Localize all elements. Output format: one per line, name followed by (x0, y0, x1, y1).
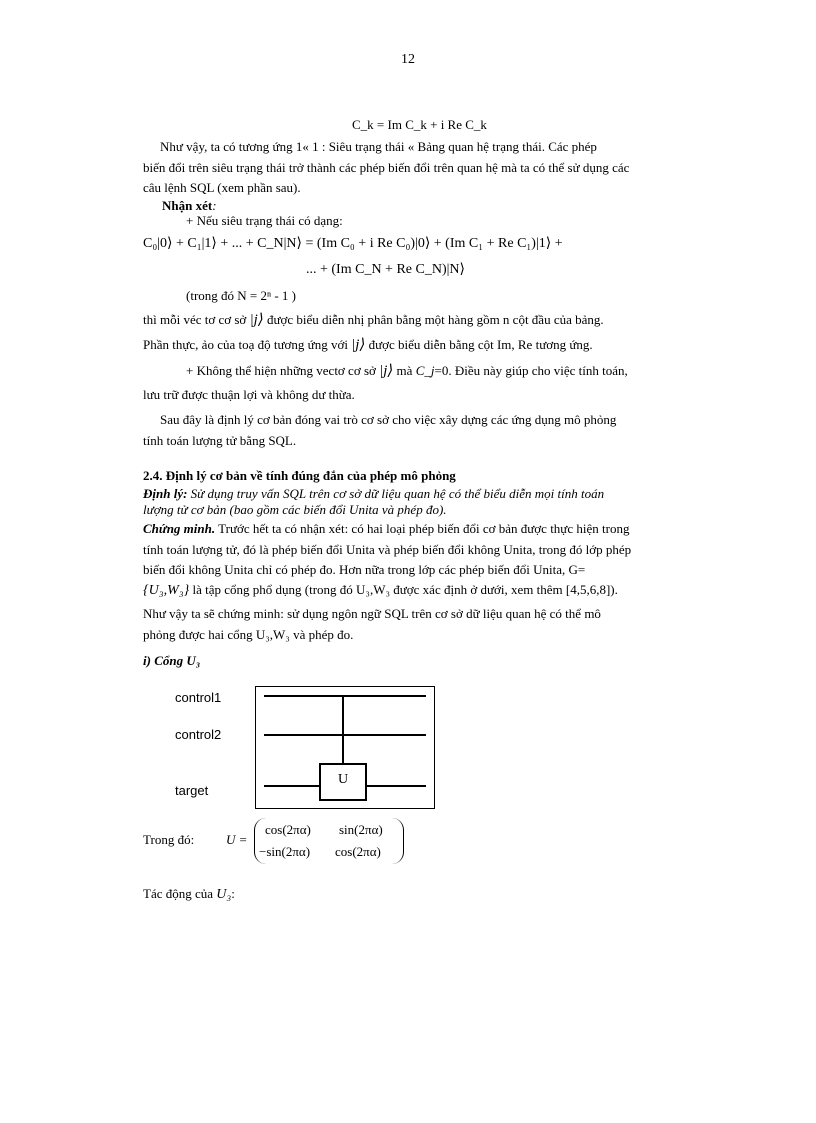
matrix-cell-21: −sin(2πα) (259, 844, 311, 859)
section-heading: 2.4. Định lý cơ bản về tính đúng đắn của phép mô phỏng (143, 468, 456, 483)
ket-j-2: |j⟩ (351, 337, 366, 353)
remark-line-thi-a: thì mỗi véc tơ cơ sở (143, 312, 247, 327)
superposition-eq-line1: C₀|0⟩ + C₁|1⟩ + ... + C_N|N⟩ = (Im C₀ + i Re C₀)|0⟩ + (Im C₁ + Re C₁)|1⟩ + (143, 236, 563, 251)
remark-bullet2-b: mà (396, 363, 413, 378)
theorem-label: Định lý: (143, 486, 188, 501)
remark-bullet2 (186, 363, 628, 380)
circuit-label-control2: control2 (175, 727, 222, 742)
wire-control2 (264, 734, 426, 736)
subsection-heading (143, 654, 200, 669)
proof-line3: biến đổi không Unita chỉ có phép đo. Hơn nữa trong lớp các phép biến đổi Unita, G= (143, 562, 586, 577)
proof-line2: tính toán lượng tử, đó là phép biến đổi Unita và phép biến đổi không Unita, trong đó lớp phép (143, 542, 632, 557)
proof-text-4: là tập cổng phổ dụng (trong đó U₃,W₃ được xác định ở dưới, xem thêm [4,5,6,8]). (192, 582, 618, 597)
remark-line-phan-a: Phần thực, ảo của toạ độ tương ứng với (143, 337, 348, 352)
remark-line-thi-b: được biểu diễn nhị phân bằng một hàng gồm n cột đầu của bảng. (266, 312, 604, 327)
ket-j-1: |j⟩ (249, 312, 264, 328)
para1-line2: biến đổi trên siêu trạng thái trở thành các phép biến đổi trên quan hệ mà ta có thể sử dụng các (143, 160, 630, 175)
remark-bullet2-c: =0. Điều này giúp cho việc tính toán, (434, 363, 628, 378)
remark-colon: : (212, 198, 217, 213)
subsection-label: i) Cổng (143, 653, 187, 668)
action-colon: : (231, 886, 235, 901)
circuit-diagram (255, 686, 435, 809)
remark-bullet2-a: + Không thể hiện những vectơ cơ sở (186, 363, 376, 378)
wire-control1 (264, 695, 426, 697)
para1-line1: Như vậy, ta có tương ứng 1« 1 : Siêu trạng thái « Bảng quan hệ trạng thái. Các phép (160, 139, 597, 154)
circuit-label-target: target (175, 783, 209, 798)
remark-line-luu: lưu trữ được thuận lợi và không dư thừa. (143, 387, 355, 402)
page-number: 12 (401, 52, 415, 67)
control-link-wire (342, 695, 344, 770)
remark-bullet1: + Nếu siêu trạng thái có dạng: (186, 213, 343, 228)
proof-line4 (143, 583, 618, 599)
circuit-label-control1: control1 (175, 690, 222, 705)
proof-line6: phỏng được hai cổng U₃,W₃ và phép đo. (143, 627, 354, 642)
matrix-prefix: Trong đó: (143, 832, 195, 847)
superposition-eq-line2: ... + (Im C_N + Re C_N)|N⟩ (306, 262, 465, 277)
remark-heading (162, 199, 217, 214)
equation-ck: C_k = Im C_k + i Re C_k (352, 117, 487, 132)
remark-line-thi (143, 312, 604, 329)
cj-symbol: C_j (415, 363, 435, 378)
theorem-line2: lượng tử cơ bản (bao gồm các biến đổi Unita và phép đo). (143, 502, 447, 517)
remark-label: Nhận xét (162, 198, 213, 213)
proof-line5: Như vậy ta sẽ chứng minh: sử dụng ngôn ngữ SQL trên cơ sở dữ liệu quan hệ có thể mô (143, 606, 601, 621)
universal-gate-set: {U₃,W₃} (143, 583, 190, 598)
remark-where: (trong đó N = 2ⁿ - 1 ) (186, 288, 296, 303)
remark-line-phan (143, 337, 593, 354)
proof-line1 (143, 522, 629, 537)
action-gate: U₃ (216, 887, 232, 902)
u-gate-box: U (319, 763, 367, 801)
action-text: Tác động của (143, 886, 217, 901)
para1-line3: câu lệnh SQL (xem phần sau). (143, 180, 301, 195)
theorem-text-1: Sử dụng truy vấn SQL trên cơ sở dữ liệu quan hệ có thể biểu diễn mọi tính toán (190, 486, 605, 501)
remark-line-phan-b: được biểu diễn bằng cột Im, Re tương ứng. (368, 337, 593, 352)
u-matrix (254, 818, 404, 864)
para2-line1: Sau đây là định lý cơ bản đóng vai trò cơ sở cho việc xây dựng các ứng dụng mô phỏng (160, 412, 617, 427)
ket-j-3: |j⟩ (379, 363, 394, 379)
subsection-gate-name: U₃ (186, 653, 201, 668)
action-line (143, 887, 235, 903)
proof-text-1: Trước hết ta có nhận xét: có hai loại phép biến đổi cơ bản được thực hiện trong (218, 521, 630, 536)
matrix-cell-12: sin(2πα) (339, 822, 383, 837)
proof-label: Chứng minh. (143, 521, 216, 536)
matrix-cell-22: cos(2πα) (335, 844, 381, 859)
matrix-lhs: U = (226, 832, 248, 847)
theorem-line1 (143, 487, 604, 502)
para2-line2: tính toán lượng tử bằng SQL. (143, 433, 297, 448)
matrix-cell-11: cos(2πα) (265, 822, 311, 837)
